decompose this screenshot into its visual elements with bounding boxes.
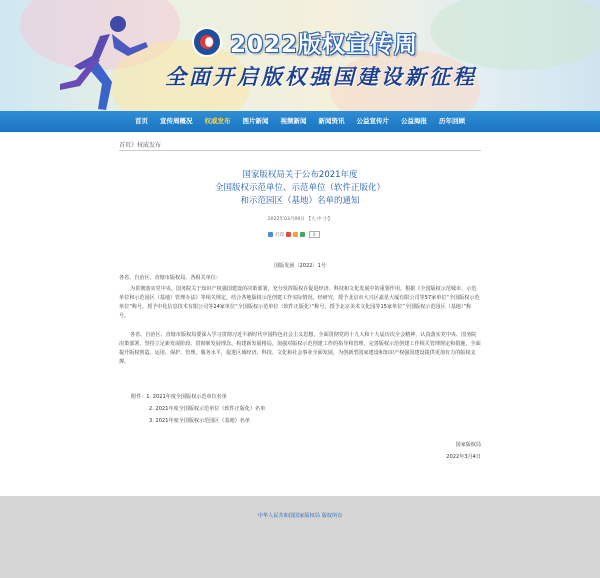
paragraph-1: 为贯彻落实党中央、国务院关于知识产权强国建设的决策部署，充分发挥版权在促进经济、科技和文化发展中的重要作用，根据《全国版权示范城市、示范单位和示范园区（基地）管理办法》等相关规定，结合各地版权示范创建工作实际情况，经研究，授予北京市大兴区嘉星大厦有限公司等57家单位“全国版权示范单位”称号，授予中化信息技术有限公司等24家单位“全国版权示范单位（软件正版化）”称号，授予北京美术文化园等15家单位“全国版权示范园区（基地）”称号。	[119, 286, 480, 320]
weibo-icon[interactable]	[286, 232, 291, 237]
breadcrumb-current[interactable]: 权威发布	[137, 142, 162, 149]
header-banner	[0, 0, 600, 111]
attachment-3[interactable]: 3. 2021年度全国版权示范园区（基地）名单	[149, 418, 250, 424]
footer-copyright: 中华人民共和国国家版权局 版权所有	[257, 513, 343, 519]
nav-item-news[interactable]: 新闻资讯	[318, 117, 345, 125]
copyright-logo-icon	[192, 27, 222, 57]
share-count: 0	[309, 231, 320, 238]
breadcrumb	[119, 140, 161, 149]
banner-slogan: 全面开启版权强国建设新征程	[165, 64, 477, 89]
salutation: 各省、自治区、直辖市版权局，各相关单位：	[119, 275, 221, 281]
nav-item-overview[interactable]: 宣传周概况	[160, 117, 193, 125]
nav-item-official-release[interactable]: 权威发布	[204, 117, 231, 125]
qzone-icon[interactable]	[293, 232, 298, 237]
footer	[0, 496, 600, 578]
share-bar	[268, 231, 320, 238]
banner-title: 2022版权宣传周	[230, 32, 419, 58]
article-title-line3: 和示范园区（基地）名单的通知	[240, 196, 360, 206]
nav-item-psa-films[interactable]: 公益宣传片	[356, 117, 389, 125]
nav-item-video-news[interactable]: 视频新闻	[280, 117, 307, 125]
attachment-2[interactable]: 2. 2021年度全国版权示范单位（软件正版化）名单	[149, 406, 266, 412]
breadcrumb-home-link[interactable]: 首页	[119, 142, 132, 149]
wechat-icon[interactable]	[300, 232, 305, 237]
breadcrumb-separator: 》	[131, 142, 138, 149]
nav-item-history[interactable]: 历年回顾	[439, 117, 465, 125]
paragraph-2: 各省、自治区、直辖市版权局要深入学习贯彻习近平新时代中国特色社会主义思想，全面贯彻党的十九大和十九届历次全会精神，认真落实党中央、国务院决策部署，坚持立足新发展阶段、贯彻新发展理念、构建新发展格局，加强对版权示范创建工作的指导和管理，完善版权示范创建工作相关管理规定和措施，全面提升版权创造、运用、保护、管理、服务水平，促进区域经济、科技、文化和社会事业全面发展，为创新型国家建设和知识产权强国建设提供更加有力的版权支撑。	[119, 332, 481, 366]
runner-silhouette-icon	[50, 12, 160, 111]
publish-date: 2022年3月4日	[446, 454, 481, 460]
divider	[119, 150, 481, 151]
attachment-1[interactable]: 附件：1. 2021年度全国版权示范单位名单	[131, 394, 227, 400]
article-meta: 2022年03月09日 【大 中 小】	[267, 217, 333, 222]
doc-number: 国版发函〔2022〕1号	[274, 263, 326, 269]
nav-item-home[interactable]: 首页	[135, 117, 148, 125]
signature: 国家版权局	[455, 442, 481, 448]
nav-item-photo-news[interactable]: 图片新闻	[242, 117, 269, 125]
article-title-line1: 国家版权局关于公布2021年度	[242, 170, 358, 180]
main-nav	[0, 111, 600, 132]
print-icon[interactable]	[268, 232, 273, 237]
print-label[interactable]: 打印	[275, 232, 284, 238]
article-title-line2: 全国版权示范单位、示范单位（软件正版化）	[214, 183, 385, 193]
nav-item-psa-posters[interactable]: 公益海报	[401, 117, 427, 125]
